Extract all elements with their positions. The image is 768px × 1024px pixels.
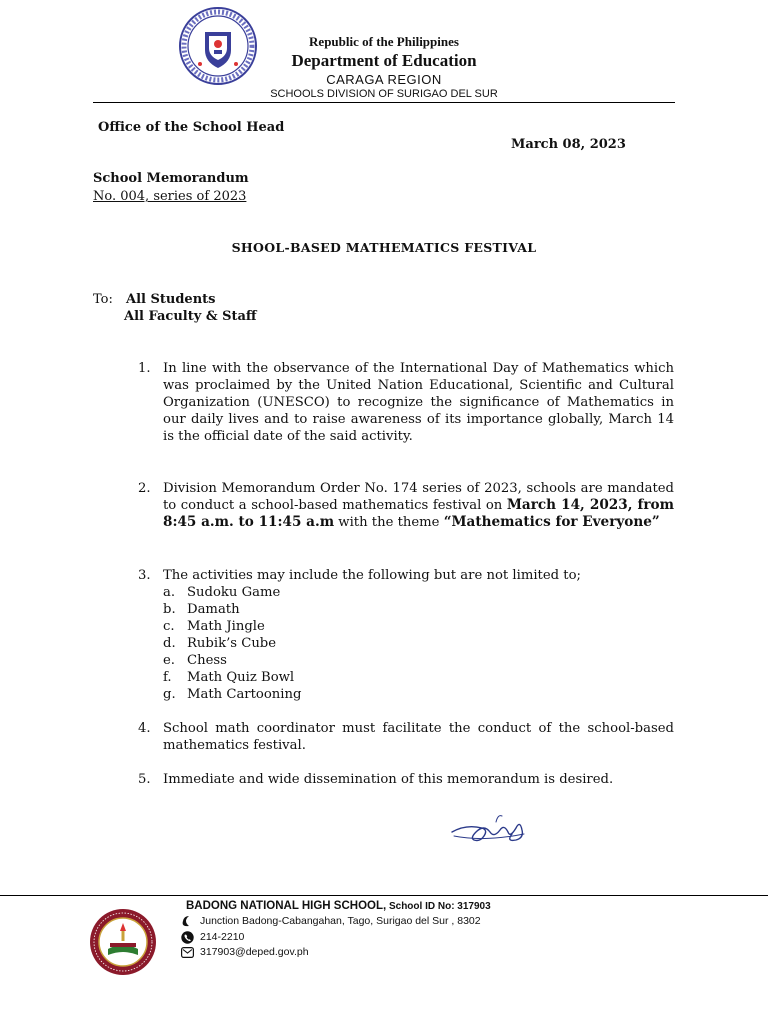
paragraph-3	[138, 567, 674, 703]
paragraph-text-b: with the theme	[334, 515, 444, 530]
paragraph-text: School math coordinator must facilitate the conduct of the school-based mathematics festival.	[163, 721, 674, 753]
header-divider	[93, 102, 675, 103]
footer-divider	[0, 895, 768, 896]
paragraph-1	[138, 360, 674, 445]
crescent-icon	[180, 914, 194, 928]
paragraph-5	[138, 771, 674, 788]
address-row	[180, 914, 481, 928]
paragraph-4	[138, 720, 674, 754]
school-name: BADONG NATIONAL HIGH SCHOOL,	[186, 900, 387, 912]
festival-theme: “Mathematics for Everyone”	[443, 514, 660, 530]
office-line: Office of the School Head	[98, 120, 285, 135]
list-item: d. Rubik’s Cube	[163, 636, 277, 651]
phone-icon	[180, 930, 194, 944]
memo-number: No. 004, series of 2023	[93, 189, 247, 204]
phone-row	[180, 930, 244, 944]
list-item: a. Sudoku Game	[163, 585, 281, 600]
school-id: School ID No: 317903	[386, 901, 491, 912]
republic-line: Republic of the Philippines	[309, 34, 459, 49]
paragraph-text-a: Division Memorandum Order No. 174 series of 2023, schools are mandated to conduct a school-based mathematics festival on	[163, 481, 674, 513]
paragraph-number: 5.	[138, 772, 151, 787]
list-item: f. Math Quiz Bowl	[163, 670, 295, 685]
recipient-faculty: All Faculty & Staff	[124, 309, 257, 324]
region-line: CARAGA REGION	[326, 72, 442, 87]
to-label: To:	[93, 292, 113, 307]
email-icon	[180, 945, 194, 959]
paragraph-number: 3.	[138, 568, 151, 583]
paragraph-number: 2.	[138, 481, 151, 496]
list-item: g. Math Cartooning	[163, 687, 302, 702]
list-item: b. Damath	[163, 602, 240, 617]
list-item: c. Math Jingle	[163, 619, 265, 634]
school-email: 317903@deped.gov.ph	[200, 946, 309, 958]
paragraph-2	[138, 480, 674, 531]
paragraph-text: Immediate and wide dissemination of this memorandum is desired.	[163, 772, 614, 787]
school-phone: 214-2210	[200, 931, 245, 943]
paragraph-number: 1.	[138, 361, 151, 376]
paragraph-text: The activities may include the following but are not limited to;	[163, 568, 581, 583]
paragraph-text: In line with the observance of the International Day of Mathematics which was proclaimed by the United Nation Educational, Scientific and Cultural Organization (UNESCO) to recognize the significance of Mathematics in our daily lives and to raise awareness of its importance globally, March 14 is the official date of the said activity.	[163, 361, 674, 444]
paragraph-number: 4.	[138, 721, 151, 736]
school-seal-logo	[88, 907, 158, 977]
event-schedule: March 14, 2023, from 8:45 a.m. to 11:45 a.m	[163, 497, 674, 530]
memo-date: March 08, 2023	[511, 137, 626, 152]
memo-subject: SHOOL-BASED MATHEMATICS FESTIVAL	[231, 240, 537, 255]
school-address: Junction Badong-Cabangahan, Tago, Surigao del Sur , 8302	[200, 915, 481, 927]
email-row	[180, 945, 309, 959]
division-line: SCHOOLS DIVISION OF SURIGAO DEL SUR	[270, 88, 498, 100]
department-line: Department of Education	[291, 51, 477, 70]
recipient-students: All Students	[126, 292, 216, 307]
memo-title: School Memorandum	[93, 171, 249, 186]
school-name-line	[186, 900, 491, 912]
paragraph-text	[163, 480, 674, 531]
signature	[448, 810, 534, 852]
activities-list	[163, 584, 674, 703]
list-item: e. Chess	[163, 653, 227, 668]
